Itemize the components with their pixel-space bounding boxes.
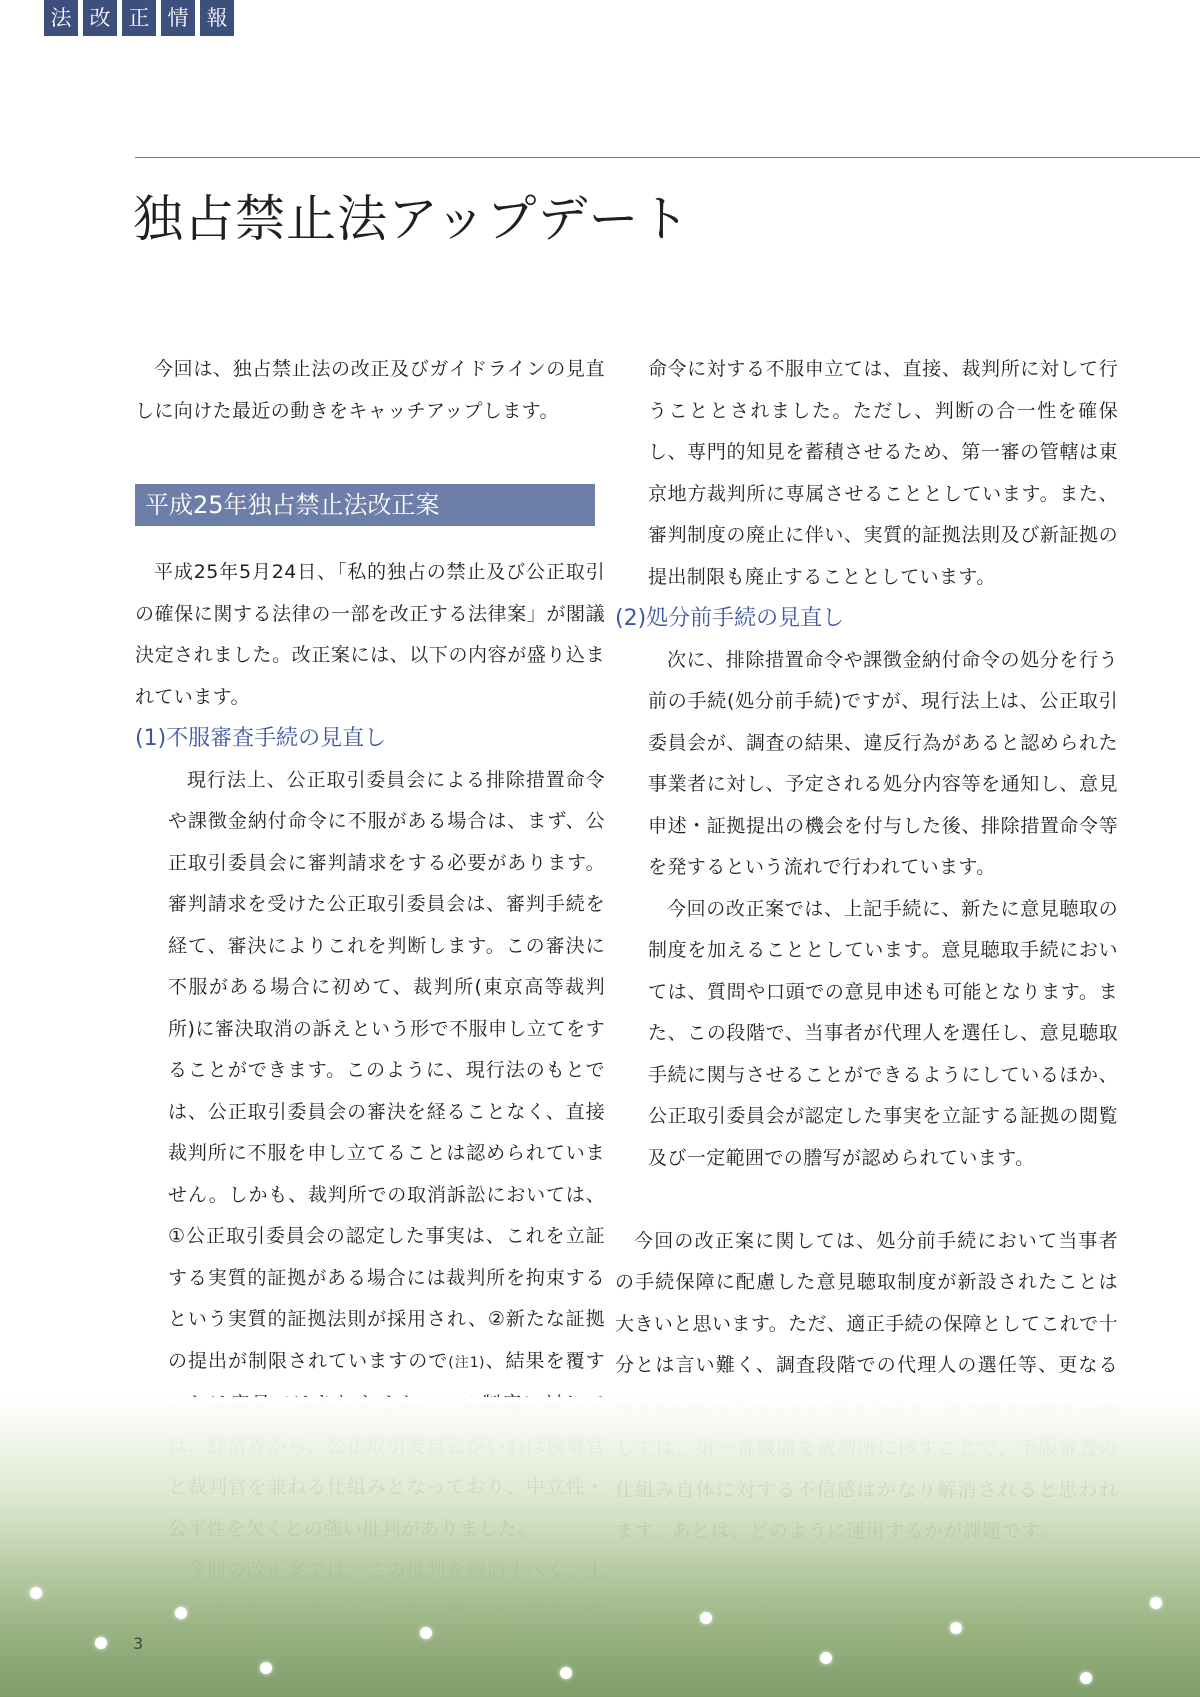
- category-tag: 正: [122, 0, 156, 36]
- page-title: 独占禁止法アップデート: [133, 190, 691, 248]
- subsection-paragraph: 次に、排除措置命令や課徴金納付命令の処分を行う前の手続(処分前手続)ですが、現行法上は、公正取引委員会が、調査の結果、違反行為があると認められた事業者に対し、予定される処分内容等を通知し、意見申述・証拠提出の機会を付与した後、排除措置命令等を発するという流れで行われています。: [648, 648, 1118, 878]
- footnote-ref: (注1): [448, 1354, 485, 1371]
- section-heading: 平成25年独占禁止法改正案: [135, 484, 595, 526]
- page-number: 3: [133, 1634, 144, 1653]
- subsection-heading: (2)処分前手続の見直し: [615, 606, 845, 631]
- meadow-background-image: [0, 1397, 1200, 1697]
- flower-decoration: [30, 1587, 42, 1599]
- section-paragraph: 平成25年5月24日、「私的独占の禁止及び公正取引の確保に関する法律の一部を改正する法律案」が閣議決定されました。改正案には、以下の内容が盛り込まれています。: [135, 561, 605, 708]
- category-tag: 報: [200, 0, 234, 36]
- category-tag: 情: [161, 0, 195, 36]
- right-column: [615, 349, 1118, 1553]
- flower-decoration: [1080, 1672, 1092, 1684]
- paragraph-text: 現行法上、公正取引委員会による排除措置命令や課徴金納付命令に不服がある場合は、まず、公正取引委員会に審判請求をする必要があります。審判請求を受けた公正取引委員会は、審判手続を経て、審決によりこれを判断します。この審決に不服がある場合に初めて、裁判所(東京高等裁判所)に審決取消の訴えという形で不服申し立てをすることができます。このように、現行法のもとでは、公正取引委員会の審決を経ることなく、直接裁判所に不服を申し立てることは認められていません。しかも、裁判所での取消訴訟においては、①公正取引委員会の認定した事実は、これを立証する実質的証拠がある場合には裁判所を拘束するという実質的証拠法則が採用され、②新たな証拠の提出が制限されていますので: [168, 768, 605, 1372]
- spacer: [648, 1179, 1118, 1221]
- flower-decoration: [175, 1607, 187, 1619]
- category-tag: 改: [83, 0, 117, 36]
- closing-paragraph: 今回の改正案に関しては、処分前手続において当事者の手続保障に配慮した意見聴取制度が新設されたことは大きいと思います。ただ、適正手続の保障としてこれで十分とは言い難く、調査段階での代理人の選任等、更なる: [615, 1229, 1118, 1376]
- continued-paragraph: 命令に対する不服申立ては、直接、裁判所に対して行うこととされました。ただし、判断の合一性を確保し、専門的知見を蓄積させるため、第一審の管轄は東京地方裁判所に専属させることとしています。また、審判制度の廃止に伴い、実質的証拠法則及び新証拠の提出制限も廃止することとしています。: [648, 358, 1118, 588]
- subsection-paragraph: 今回の改正案では、上記手続に、新たに意見聴取の制度を加えることとしています。意見聴取手続においては、質問や口頭での意見申述も可能となります。また、この段階で、当事者が代理人を選任し、意見聴取手続に関与させることができるようにしているほか、公正取引委員会が認定した事実を立証する証拠の閲覧及び一定範囲での謄写が認められています。: [648, 897, 1118, 1169]
- flower-decoration: [95, 1637, 107, 1649]
- subsection-heading: (1)不服審査手続の見直し: [135, 726, 387, 751]
- flower-decoration: [420, 1627, 432, 1639]
- flower-decoration: [1150, 1597, 1162, 1609]
- paragraph-text: 、結果を覆す: [484, 1349, 606, 1372]
- category-tag: 法: [44, 0, 78, 36]
- flower-decoration: [260, 1662, 272, 1674]
- flower-decoration: [820, 1652, 832, 1664]
- intro-paragraph: 今回は、独占禁止法の改正及びガイドラインの見直しに向けた最近の動きをキャッチアップします。: [135, 358, 605, 422]
- category-tag-bar: [44, 0, 234, 36]
- flower-decoration: [950, 1622, 962, 1634]
- title-divider: [135, 157, 1200, 158]
- flower-decoration: [560, 1667, 572, 1679]
- flower-decoration: [700, 1612, 712, 1624]
